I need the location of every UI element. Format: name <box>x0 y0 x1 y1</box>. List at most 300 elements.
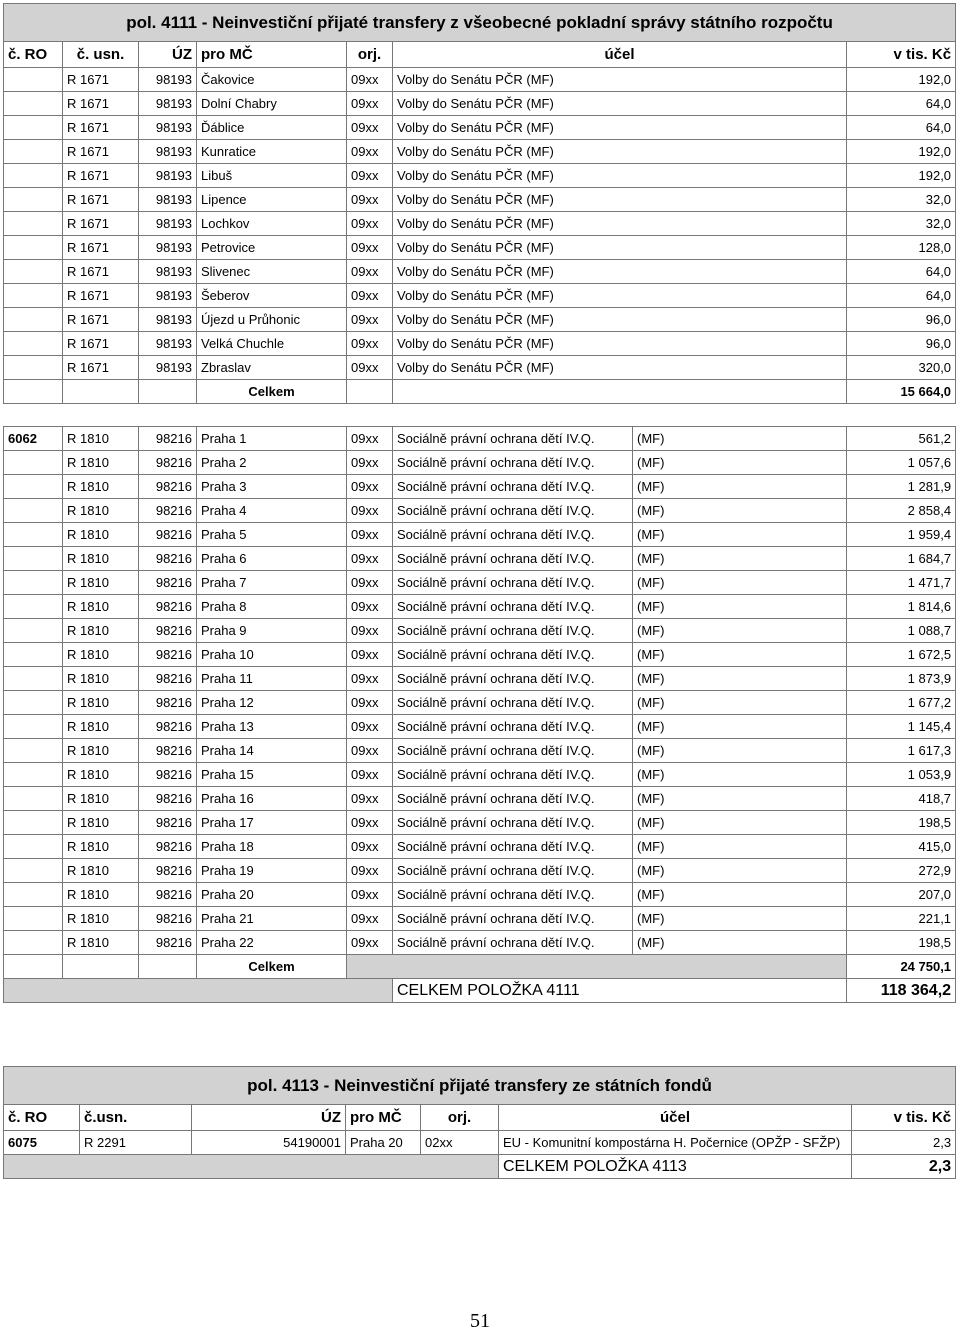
cell-value: 1 088,7 <box>847 619 956 643</box>
cell-uz: 98216 <box>139 691 197 715</box>
cell-orj: 09xx <box>347 164 393 188</box>
cell-value: 320,0 <box>847 356 956 380</box>
cell-ucel: Sociálně právní ochrana dětí IV.Q. <box>393 547 633 571</box>
cell-ucel: Sociálně právní ochrana dětí IV.Q. <box>393 571 633 595</box>
cell-usn: R 1810 <box>63 451 139 475</box>
cell-orj: 09xx <box>347 571 393 595</box>
cell-mc: Kunratice <box>197 140 347 164</box>
cell-usn: R 1810 <box>63 475 139 499</box>
cell-mc: Libuš <box>197 164 347 188</box>
cell-orj: 09xx <box>347 356 393 380</box>
cell-uz: 98216 <box>139 427 197 451</box>
table-row <box>4 523 956 547</box>
cell-orj: 09xx <box>347 667 393 691</box>
cell-orj: 09xx <box>347 451 393 475</box>
cell-orj: 09xx <box>347 859 393 883</box>
cell-mc: Praha 4 <box>197 499 347 523</box>
cell-value: 2 858,4 <box>847 499 956 523</box>
cell-ro <box>4 212 63 236</box>
cell-ucel: Volby do Senátu PČR (MF) <box>393 356 847 380</box>
cell-mc: Praha 2 <box>197 451 347 475</box>
cell-orj: 09xx <box>347 811 393 835</box>
table-row <box>4 260 956 284</box>
header-mc: pro MČ <box>346 1105 421 1131</box>
cell-usn: R 1810 <box>63 715 139 739</box>
cell-ro <box>4 523 63 547</box>
cell-ucel: Volby do Senátu PČR (MF) <box>393 116 847 140</box>
cell-uz: 98216 <box>139 835 197 859</box>
cell-value: 415,0 <box>847 835 956 859</box>
cell-usn: R 1810 <box>63 811 139 835</box>
cell-ucel: Sociálně právní ochrana dětí IV.Q. <box>393 811 633 835</box>
cell-ro <box>4 164 63 188</box>
cell-usn: R 1810 <box>63 883 139 907</box>
cell-value: 1 672,5 <box>847 643 956 667</box>
cell-usn: R 1671 <box>63 188 139 212</box>
cell-ucel: Volby do Senátu PČR (MF) <box>393 68 847 92</box>
header-mc: pro MČ <box>197 42 347 68</box>
cell-uz: 98193 <box>139 140 197 164</box>
table-row <box>4 811 956 835</box>
table-header <box>4 42 956 68</box>
cell-usn: R 1671 <box>63 68 139 92</box>
cell-usn: R 1810 <box>63 859 139 883</box>
cell-orj: 09xx <box>347 427 393 451</box>
cell-value: 1 145,4 <box>847 715 956 739</box>
cell-ucel: Sociálně právní ochrana dětí IV.Q. <box>393 475 633 499</box>
header-orj: orj. <box>347 42 393 68</box>
table-row <box>4 787 956 811</box>
cell-source: (MF) <box>633 739 847 763</box>
table-row <box>4 356 956 380</box>
cell-ro <box>4 356 63 380</box>
cell-ucel: Volby do Senátu PČR (MF) <box>393 188 847 212</box>
cell-usn: R 1671 <box>63 116 139 140</box>
cell-mc: Praha 11 <box>197 667 347 691</box>
header-usn: č.usn. <box>80 1105 192 1131</box>
cell-source: (MF) <box>633 523 847 547</box>
cell-uz: 98216 <box>139 787 197 811</box>
cell-value: 64,0 <box>847 284 956 308</box>
cell-orj: 09xx <box>347 739 393 763</box>
cell-uz: 98216 <box>139 931 197 955</box>
cell-ucel: Sociálně právní ochrana dětí IV.Q. <box>393 835 633 859</box>
cell-usn: R 1810 <box>63 739 139 763</box>
cell-mc: Újezd u Průhonic <box>197 308 347 332</box>
table-row <box>4 475 956 499</box>
cell-source: (MF) <box>633 787 847 811</box>
cell-value: 2,3 <box>852 1131 956 1155</box>
cell-usn: R 1810 <box>63 595 139 619</box>
cell-ro <box>4 595 63 619</box>
cell-ro <box>4 332 63 356</box>
cell-source: (MF) <box>633 427 847 451</box>
cell-ro <box>4 715 63 739</box>
cell-ro <box>4 308 63 332</box>
cell-source: (MF) <box>633 547 847 571</box>
spacer-row <box>4 404 956 427</box>
cell-source: (MF) <box>633 883 847 907</box>
cell-ro <box>4 763 63 787</box>
cell-ro <box>4 643 63 667</box>
cell-orj: 09xx <box>347 883 393 907</box>
cell-ro <box>4 68 63 92</box>
section-title-4113: pol. 4113 - Neinvestiční přijaté transfery ze státních fondů <box>4 1067 956 1105</box>
cell-ucel: EU - Komunitní kompostárna H. Počernice (OPŽP - SFŽP) <box>499 1131 852 1155</box>
cell-orj: 09xx <box>347 715 393 739</box>
cell-usn: R 1810 <box>63 499 139 523</box>
cell-uz: 98216 <box>139 475 197 499</box>
cell-ro <box>4 284 63 308</box>
cell-ro <box>4 931 63 955</box>
cell-usn: R 1671 <box>63 140 139 164</box>
cell-ro <box>4 571 63 595</box>
cell-orj: 09xx <box>347 116 393 140</box>
cell-uz: 98193 <box>139 308 197 332</box>
cell-usn: R 1671 <box>63 212 139 236</box>
group1-total-value: 15 664,0 <box>847 380 956 404</box>
header-uz: ÚZ <box>139 42 197 68</box>
cell-mc: Lochkov <box>197 212 347 236</box>
cell-source: (MF) <box>633 619 847 643</box>
table-row <box>4 571 956 595</box>
cell-value: 32,0 <box>847 188 956 212</box>
grand-total-4111-label: CELKEM POLOŽKA 4111 <box>393 979 847 1003</box>
header-ro: č. RO <box>4 1105 80 1131</box>
cell-uz: 98216 <box>139 667 197 691</box>
cell-usn: R 2291 <box>80 1131 192 1155</box>
cell-value: 1 617,3 <box>847 739 956 763</box>
cell-ro <box>4 907 63 931</box>
cell-mc: Praha 12 <box>197 691 347 715</box>
table-row <box>4 164 956 188</box>
table-row <box>4 931 956 955</box>
table-row <box>4 739 956 763</box>
cell-mc: Praha 22 <box>197 931 347 955</box>
cell-mc: Dolní Chabry <box>197 92 347 116</box>
section-title-4111: pol. 4111 - Neinvestiční přijaté transfery z všeobecné pokladní správy státního rozpočtu <box>4 4 956 42</box>
page-number: 51 <box>470 1310 490 1332</box>
table-row <box>4 619 956 643</box>
table-row <box>4 92 956 116</box>
cell-value: 207,0 <box>847 883 956 907</box>
cell-uz: 98216 <box>139 571 197 595</box>
cell-mc: Lipence <box>197 188 347 212</box>
group1-total-label: Celkem <box>197 380 347 404</box>
cell-source: (MF) <box>633 499 847 523</box>
cell-value: 192,0 <box>847 68 956 92</box>
cell-ucel: Volby do Senátu PČR (MF) <box>393 284 847 308</box>
cell-ro <box>4 188 63 212</box>
table-row <box>4 859 956 883</box>
table-row <box>4 1131 956 1155</box>
group2-rows <box>4 427 956 955</box>
table-row <box>4 332 956 356</box>
cell-orj: 02xx <box>421 1131 499 1155</box>
cell-usn: R 1810 <box>63 643 139 667</box>
cell-value: 198,5 <box>847 811 956 835</box>
cell-usn: R 1671 <box>63 164 139 188</box>
cell-uz: 98216 <box>139 451 197 475</box>
cell-uz: 98216 <box>139 499 197 523</box>
cell-ro <box>4 667 63 691</box>
cell-ro <box>4 619 63 643</box>
cell-usn: R 1671 <box>63 260 139 284</box>
cell-orj: 09xx <box>347 763 393 787</box>
cell-mc: Ďáblice <box>197 116 347 140</box>
table-row <box>4 547 956 571</box>
cell-mc: Čakovice <box>197 68 347 92</box>
cell-ro <box>4 691 63 715</box>
cell-value: 1 873,9 <box>847 667 956 691</box>
cell-uz: 54190001 <box>192 1131 346 1155</box>
cell-ucel: Sociálně právní ochrana dětí IV.Q. <box>393 427 633 451</box>
table-row <box>4 499 956 523</box>
table-row <box>4 236 956 260</box>
cell-usn: R 1671 <box>63 92 139 116</box>
header-value: v tis. Kč <box>847 42 956 68</box>
cell-mc: Praha 9 <box>197 619 347 643</box>
table-row <box>4 643 956 667</box>
cell-uz: 98216 <box>139 715 197 739</box>
cell-orj: 09xx <box>347 931 393 955</box>
cell-ucel: Sociálně právní ochrana dětí IV.Q. <box>393 523 633 547</box>
cell-value: 128,0 <box>847 236 956 260</box>
cell-mc: Praha 3 <box>197 475 347 499</box>
cell-ro <box>4 451 63 475</box>
cell-ro <box>4 811 63 835</box>
cell-source: (MF) <box>633 931 847 955</box>
cell-source: (MF) <box>633 475 847 499</box>
header-ro: č. RO <box>4 42 63 68</box>
cell-ucel: Volby do Senátu PČR (MF) <box>393 236 847 260</box>
table-row <box>4 212 956 236</box>
cell-uz: 98193 <box>139 92 197 116</box>
cell-value: 192,0 <box>847 164 956 188</box>
cell-mc: Praha 20 <box>197 883 347 907</box>
cell-uz: 98216 <box>139 811 197 835</box>
cell-mc: Praha 16 <box>197 787 347 811</box>
cell-ucel: Sociálně právní ochrana dětí IV.Q. <box>393 859 633 883</box>
cell-ro <box>4 260 63 284</box>
cell-value: 418,7 <box>847 787 956 811</box>
cell-orj: 09xx <box>347 260 393 284</box>
cell-mc: Petrovice <box>197 236 347 260</box>
cell-uz: 98216 <box>139 619 197 643</box>
cell-orj: 09xx <box>347 68 393 92</box>
cell-ucel: Volby do Senátu PČR (MF) <box>393 308 847 332</box>
cell-value: 272,9 <box>847 859 956 883</box>
header-usn: č. usn. <box>63 42 139 68</box>
cell-usn: R 1810 <box>63 835 139 859</box>
cell-value: 1 057,6 <box>847 451 956 475</box>
table-row <box>4 451 956 475</box>
cell-uz: 98216 <box>139 547 197 571</box>
group1-rows <box>4 68 956 380</box>
cell-uz: 98193 <box>139 212 197 236</box>
cell-usn: R 1810 <box>63 907 139 931</box>
group2-total-value: 24 750,1 <box>847 955 956 979</box>
header-value: v tis. Kč <box>852 1105 956 1131</box>
grand-total-4113-value: 2,3 <box>852 1155 956 1179</box>
table-pol-4113 <box>3 1066 956 1179</box>
cell-ro <box>4 835 63 859</box>
cell-mc: Praha 19 <box>197 859 347 883</box>
cell-uz: 98193 <box>139 356 197 380</box>
cell-uz: 98193 <box>139 260 197 284</box>
section2-rows <box>4 1131 956 1155</box>
cell-source: (MF) <box>633 643 847 667</box>
grand-total-4113-row <box>4 1155 956 1179</box>
header-ucel: účel <box>393 42 847 68</box>
cell-usn: R 1671 <box>63 308 139 332</box>
cell-source: (MF) <box>633 595 847 619</box>
cell-uz: 98216 <box>139 907 197 931</box>
cell-uz: 98193 <box>139 68 197 92</box>
table-row <box>4 883 956 907</box>
cell-orj: 09xx <box>347 284 393 308</box>
cell-value: 1 959,4 <box>847 523 956 547</box>
table-row <box>4 140 956 164</box>
table-row <box>4 116 956 140</box>
cell-usn: R 1810 <box>63 523 139 547</box>
table-row <box>4 427 956 451</box>
cell-usn: R 1671 <box>63 356 139 380</box>
cell-source: (MF) <box>633 667 847 691</box>
cell-value: 64,0 <box>847 260 956 284</box>
group2-total-row <box>4 955 956 979</box>
table-row <box>4 667 956 691</box>
cell-ro: 6075 <box>4 1131 80 1155</box>
cell-orj: 09xx <box>347 523 393 547</box>
cell-orj: 09xx <box>347 619 393 643</box>
cell-mc: Praha 5 <box>197 523 347 547</box>
cell-value: 1 053,9 <box>847 763 956 787</box>
cell-mc: Praha 10 <box>197 643 347 667</box>
cell-usn: R 1810 <box>63 763 139 787</box>
cell-value: 64,0 <box>847 116 956 140</box>
cell-source: (MF) <box>633 811 847 835</box>
cell-uz: 98193 <box>139 332 197 356</box>
cell-value: 1 677,2 <box>847 691 956 715</box>
cell-mc: Praha 17 <box>197 811 347 835</box>
cell-mc: Praha 18 <box>197 835 347 859</box>
cell-uz: 98193 <box>139 188 197 212</box>
table-row <box>4 284 956 308</box>
table-header-4113 <box>4 1105 956 1131</box>
table-row <box>4 763 956 787</box>
cell-ucel: Sociálně právní ochrana dětí IV.Q. <box>393 499 633 523</box>
cell-orj: 09xx <box>347 188 393 212</box>
cell-ucel: Volby do Senátu PČR (MF) <box>393 332 847 356</box>
cell-ro <box>4 787 63 811</box>
grand-total-4111-value: 118 364,2 <box>847 979 956 1003</box>
cell-value: 1 471,7 <box>847 571 956 595</box>
table-row <box>4 835 956 859</box>
cell-mc: Zbraslav <box>197 356 347 380</box>
cell-orj: 09xx <box>347 691 393 715</box>
cell-orj: 09xx <box>347 547 393 571</box>
cell-mc: Praha 7 <box>197 571 347 595</box>
cell-mc: Praha 20 <box>346 1131 421 1155</box>
cell-source: (MF) <box>633 835 847 859</box>
cell-mc: Praha 8 <box>197 595 347 619</box>
cell-orj: 09xx <box>347 332 393 356</box>
cell-ucel: Volby do Senátu PČR (MF) <box>393 140 847 164</box>
header-uz: ÚZ <box>192 1105 346 1131</box>
cell-usn: R 1810 <box>63 931 139 955</box>
cell-source: (MF) <box>633 571 847 595</box>
cell-ro <box>4 499 63 523</box>
cell-value: 198,5 <box>847 931 956 955</box>
cell-ucel: Sociálně právní ochrana dětí IV.Q. <box>393 643 633 667</box>
cell-usn: R 1810 <box>63 691 139 715</box>
cell-orj: 09xx <box>347 92 393 116</box>
cell-value: 192,0 <box>847 140 956 164</box>
cell-uz: 98216 <box>139 859 197 883</box>
cell-mc: Velká Chuchle <box>197 332 347 356</box>
cell-ucel: Sociálně právní ochrana dětí IV.Q. <box>393 667 633 691</box>
cell-uz: 98216 <box>139 643 197 667</box>
cell-usn: R 1671 <box>63 284 139 308</box>
cell-value: 561,2 <box>847 427 956 451</box>
cell-ro <box>4 739 63 763</box>
cell-orj: 09xx <box>347 140 393 164</box>
table-row <box>4 188 956 212</box>
cell-ro <box>4 859 63 883</box>
cell-usn: R 1810 <box>63 667 139 691</box>
cell-value: 32,0 <box>847 212 956 236</box>
cell-ro <box>4 116 63 140</box>
cell-ucel: Sociálně právní ochrana dětí IV.Q. <box>393 931 633 955</box>
cell-usn: R 1671 <box>63 236 139 260</box>
table-row <box>4 715 956 739</box>
cell-ucel: Volby do Senátu PČR (MF) <box>393 212 847 236</box>
cell-uz: 98216 <box>139 595 197 619</box>
header-orj: orj. <box>421 1105 499 1131</box>
cell-uz: 98193 <box>139 284 197 308</box>
cell-orj: 09xx <box>347 475 393 499</box>
cell-ucel: Sociálně právní ochrana dětí IV.Q. <box>393 739 633 763</box>
cell-orj: 09xx <box>347 643 393 667</box>
cell-orj: 09xx <box>347 212 393 236</box>
grand-total-4113-label: CELKEM POLOŽKA 4113 <box>499 1155 852 1179</box>
cell-ucel: Sociálně právní ochrana dětí IV.Q. <box>393 451 633 475</box>
cell-source: (MF) <box>633 859 847 883</box>
cell-ro <box>4 236 63 260</box>
cell-usn: R 1810 <box>63 787 139 811</box>
cell-uz: 98216 <box>139 763 197 787</box>
cell-ucel: Sociálně právní ochrana dětí IV.Q. <box>393 883 633 907</box>
cell-mc: Praha 14 <box>197 739 347 763</box>
cell-ucel: Sociálně právní ochrana dětí IV.Q. <box>393 907 633 931</box>
cell-orj: 09xx <box>347 236 393 260</box>
cell-orj: 09xx <box>347 787 393 811</box>
cell-uz: 98193 <box>139 116 197 140</box>
cell-source: (MF) <box>633 907 847 931</box>
cell-uz: 98193 <box>139 164 197 188</box>
header-ucel: účel <box>499 1105 852 1131</box>
cell-orj: 09xx <box>347 308 393 332</box>
cell-ro: 6062 <box>4 427 63 451</box>
cell-orj: 09xx <box>347 907 393 931</box>
cell-uz: 98216 <box>139 523 197 547</box>
cell-mc: Praha 1 <box>197 427 347 451</box>
cell-uz: 98216 <box>139 883 197 907</box>
group1-total-row <box>4 380 956 404</box>
table-row <box>4 595 956 619</box>
cell-ro <box>4 475 63 499</box>
